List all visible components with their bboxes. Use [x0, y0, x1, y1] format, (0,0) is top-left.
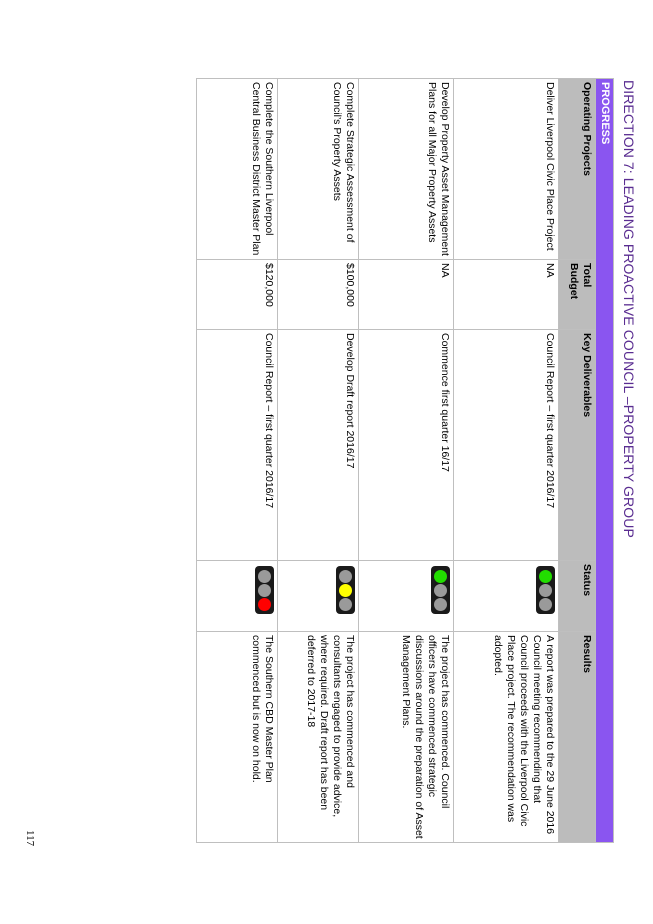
budget-cell: NA	[359, 260, 454, 330]
progress-band-row	[596, 79, 614, 843]
results-cell: The project has commenced and consultants engaged to provide advice, where required. Draft report has been deferred to 2017-18	[278, 632, 359, 843]
red-lamp-icon	[434, 598, 447, 611]
project-cell: Complete the Southern Liverpool Central Business District Master Plan	[197, 79, 278, 260]
table-row	[278, 79, 359, 843]
project-cell: Complete Strategic Assessment of Council’s Property Assets	[278, 79, 359, 260]
page-title: DIRECTION 7: LEADING PROACTIVE COUNCIL –PROPERTY GROUP	[621, 80, 637, 538]
traffic-light-icon	[431, 566, 450, 614]
green-lamp-icon	[434, 570, 447, 583]
project-cell: Develop Property Asset Management Plans for all Major Property Assets	[359, 79, 454, 260]
project-cell: Deliver Liverpool Civic Place Project	[454, 79, 559, 260]
status-cell	[359, 561, 454, 632]
green-lamp-icon	[539, 570, 552, 583]
deliverables-cell: Council Report – first quarter 2016/17	[197, 330, 278, 561]
results-cell: The Southern CBD Master Plan commenced but is now on hold.	[197, 632, 278, 843]
budget-cell: NA	[454, 260, 559, 330]
status-cell	[278, 561, 359, 632]
traffic-light-icon	[336, 566, 355, 614]
header-row	[559, 79, 596, 843]
amber-lamp-icon	[539, 584, 552, 597]
status-cell	[197, 561, 278, 632]
header-operating-projects: Operating Projects	[559, 79, 596, 260]
red-lamp-icon	[339, 598, 352, 611]
traffic-light-icon	[536, 566, 555, 614]
green-lamp-icon	[339, 570, 352, 583]
amber-lamp-icon	[434, 584, 447, 597]
budget-cell: $100,000	[278, 260, 359, 330]
budget-cell: $120,000	[197, 260, 278, 330]
table-row	[454, 79, 559, 843]
amber-lamp-icon	[339, 584, 352, 597]
red-lamp-icon	[539, 598, 552, 611]
table-row	[359, 79, 454, 843]
progress-table	[196, 78, 614, 843]
deliverables-cell: Develop Draft report 2016/17	[278, 330, 359, 561]
header-key-deliverables: Key Deliverables	[559, 330, 596, 561]
table-row	[197, 79, 278, 843]
amber-lamp-icon	[258, 584, 271, 597]
traffic-light-icon	[255, 566, 274, 614]
deliverables-cell: Council Report – first quarter 2016/17	[454, 330, 559, 561]
progress-band: PROGRESS	[596, 79, 614, 843]
status-cell	[454, 561, 559, 632]
red-lamp-icon	[258, 598, 271, 611]
results-cell: The project has commenced. Council officers have commenced strategic discussions around the preparation of Asset Management Plans.	[359, 632, 454, 843]
deliverables-cell: Commence first quarter 16/17	[359, 330, 454, 561]
header-status: Status	[559, 561, 596, 632]
results-cell: A report was prepared to the 29 June 2016 Council meeting recommending that Council proceeds with the Liverpool Civic Place project. The recommendation was adopted.	[454, 632, 559, 843]
header-results: Results	[559, 632, 596, 843]
header-total-budget: Total Budget	[559, 260, 596, 330]
page-number: 117	[24, 830, 36, 847]
green-lamp-icon	[258, 570, 271, 583]
